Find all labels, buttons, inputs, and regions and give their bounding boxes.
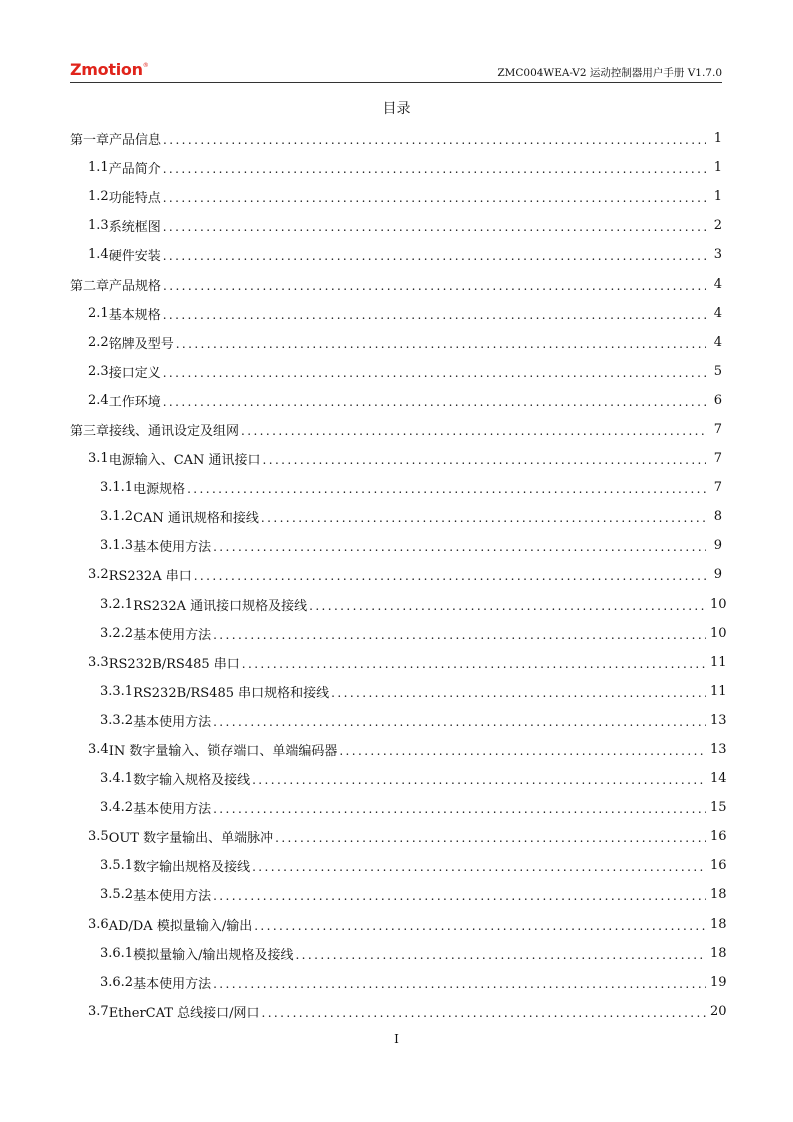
toc-entry[interactable]: [70, 444, 722, 473]
toc-entry-page: 11: [710, 683, 727, 699]
toc-entry-page: 13: [710, 742, 727, 758]
toc-entry-label: 接线、通讯设定及组网: [109, 423, 240, 439]
toc-dot-leader: [194, 569, 706, 582]
toc-entry[interactable]: [70, 153, 722, 182]
toc-entry-label: IN 数字量输入、锁存端口、单端编码器: [108, 744, 338, 760]
toc-dot-leader: [163, 366, 706, 379]
toc-dot-leader: [163, 279, 706, 292]
toc-entry-label: AD/DA 模拟量输入/输出: [108, 918, 253, 934]
toc-entry-label: 基本使用方法: [133, 540, 212, 556]
toc-dot-leader: [163, 220, 706, 233]
toc-entry-label: 产品规格: [109, 278, 162, 294]
toc-entry-label: 电源规格: [133, 482, 186, 498]
toc-entry-label: 工作环境: [108, 394, 161, 410]
toc-dot-leader: [213, 628, 706, 641]
toc-dot-leader: [187, 482, 706, 495]
toc-entry-number: 第一章: [70, 133, 110, 149]
toc-entry-number: 3.1.3: [100, 538, 134, 554]
toc-entry[interactable]: [70, 910, 727, 939]
toc-dot-leader: [261, 511, 706, 524]
toc-entry-number: 3.6.1: [100, 945, 134, 961]
toc-entry-label: 铭牌及型号: [108, 336, 174, 352]
toc-entry-page: 13: [710, 712, 727, 728]
toc-entry-label: RS232A 串口: [108, 569, 192, 585]
toc-entry-page: 4: [713, 334, 722, 350]
toc-entry-label: 产品简介: [108, 162, 161, 178]
toc-entry-number: 3.1: [88, 451, 109, 467]
toc-dot-leader: [339, 744, 706, 757]
toc-dot-leader: [331, 686, 706, 699]
toc-entry-page: 8: [713, 509, 722, 525]
toc-entry[interactable]: [70, 822, 727, 851]
toc-entry-number: 3.2.1: [100, 596, 134, 612]
toc-entry-number: 3.3.2: [100, 712, 134, 728]
toc-entry-page: 18: [710, 887, 727, 903]
toc-dot-leader: [163, 133, 706, 146]
toc-entry-label: 产品信息: [109, 133, 162, 149]
toc-entry-label: 基本使用方法: [133, 889, 212, 905]
toc-dot-leader: [295, 948, 706, 961]
toc-entry[interactable]: [70, 560, 722, 589]
logo-text: Zmotion: [70, 60, 143, 79]
toc-entry-page: 2: [713, 218, 722, 234]
toc-entry-page: 9: [713, 538, 722, 554]
toc-entry-label: 基本使用方法: [133, 627, 212, 643]
toc-dot-leader: [163, 191, 706, 204]
table-of-contents: [70, 124, 727, 1026]
toc-entry-number: 1.4: [88, 247, 109, 263]
toc-entry-label: RS232B/RS485 串口规格和接线: [133, 685, 330, 701]
toc-entry-number: 第三章: [70, 423, 110, 439]
toc-entry-number: 3.5: [88, 829, 109, 845]
toc-entry[interactable]: [70, 269, 722, 298]
toc-dot-leader: [213, 977, 706, 990]
toc-entry-number: 3.6: [88, 916, 109, 932]
toc-entry[interactable]: [70, 764, 727, 793]
toc-entry-number: 3.2: [88, 567, 109, 583]
toc-entry-number: 3.5.2: [100, 887, 134, 903]
toc-entry-page: 19: [710, 974, 727, 990]
toc-dot-leader: [275, 831, 706, 844]
toc-entry-label: 基本使用方法: [133, 976, 212, 992]
toc-entry-number: 3.3.1: [100, 683, 134, 699]
toc-dot-leader: [213, 715, 706, 728]
toc-dot-leader: [176, 337, 706, 350]
toc-entry-label: 硬件安装: [108, 249, 161, 265]
toc-entry[interactable]: [70, 997, 727, 1026]
toc-entry-page: 20: [710, 1003, 727, 1019]
toc-entry-number: 3.1.2: [100, 509, 134, 525]
toc-entry-number: 3.4.2: [100, 800, 134, 816]
document-title: ZMC004WEA-V2 运动控制器用户手册 V1.7.0: [497, 67, 722, 79]
toc-entry-number: 3.3: [88, 654, 109, 670]
toc-dot-leader: [163, 162, 706, 175]
toc-entry[interactable]: [70, 590, 727, 619]
page-header: [70, 58, 722, 83]
toc-entry-label: RS232A 通讯接口规格及接线: [133, 598, 308, 614]
toc-entry[interactable]: [70, 939, 727, 968]
toc-entry-page: 7: [713, 480, 722, 496]
toc-entry-label: 基本使用方法: [133, 714, 212, 730]
toc-entry-page: 14: [710, 771, 727, 787]
toc-entry-page: 7: [713, 421, 722, 437]
toc-entry[interactable]: [70, 473, 722, 502]
toc-entry-label: 数字输入规格及接线: [133, 773, 251, 789]
toc-dot-leader: [163, 308, 706, 321]
toc-entry[interactable]: [70, 328, 722, 357]
toc-entry[interactable]: [70, 531, 722, 560]
toc-entry-page: 4: [713, 305, 722, 321]
toc-entry-number: 第二章: [70, 278, 110, 294]
toc-entry[interactable]: [70, 124, 722, 153]
toc-entry-page: 1: [713, 160, 722, 176]
toc-dot-leader: [252, 860, 706, 873]
zmotion-logo: [70, 60, 148, 79]
toc-entry[interactable]: [70, 240, 722, 269]
toc-entry-page: 16: [710, 829, 727, 845]
toc-entry-label: RS232B/RS485 串口: [108, 656, 240, 672]
toc-entry[interactable]: [70, 968, 727, 997]
toc-dot-leader: [213, 540, 706, 553]
toc-entry-number: 2.3: [88, 363, 109, 379]
toc-entry[interactable]: [70, 880, 727, 909]
toc-entry[interactable]: [70, 648, 727, 677]
toc-entry[interactable]: [70, 793, 727, 822]
toc-entry-label: 电源输入、CAN 通讯接口: [108, 453, 261, 469]
toc-entry-label: 接口定义: [108, 365, 161, 381]
toc-dot-leader: [254, 919, 706, 932]
toc-entry-page: 1: [713, 131, 722, 147]
toc-entry-page: 18: [710, 916, 727, 932]
toc-dot-leader: [241, 424, 706, 437]
toc-entry-label: 模拟量输入/输出规格及接线: [133, 947, 294, 963]
toc-entry-number: 1.1: [88, 160, 109, 176]
toc-entry-number: 3.4: [88, 742, 109, 758]
toc-entry-page: 18: [710, 945, 727, 961]
toc-dot-leader: [252, 773, 706, 786]
toc-entry[interactable]: [70, 502, 722, 531]
toc-entry-page: 4: [713, 276, 722, 292]
page-number: I: [394, 1032, 399, 1046]
toc-entry-label: EtherCAT 总线接口/网口: [108, 1005, 260, 1021]
toc-entry-number: 1.2: [88, 189, 109, 205]
toc-entry-page: 6: [713, 392, 722, 408]
toc-entry-label: 数字输出规格及接线: [133, 860, 251, 876]
toc-entry-number: 3.1.1: [100, 480, 134, 496]
toc-entry-page: 5: [713, 363, 722, 379]
toc-entry-label: 功能特点: [108, 191, 161, 207]
toc-entry-page: 3: [713, 247, 722, 263]
toc-title: 目录: [382, 101, 411, 117]
toc-entry-number: 2.4: [88, 392, 109, 408]
toc-entry[interactable]: [70, 299, 722, 328]
toc-entry-page: 11: [710, 654, 727, 670]
toc-entry[interactable]: [70, 357, 722, 386]
toc-entry[interactable]: [70, 677, 727, 706]
toc-entry-page: 16: [710, 858, 727, 874]
toc-entry-number: 2.1: [88, 305, 109, 321]
toc-entry-number: 3.4.1: [100, 771, 134, 787]
toc-entry-number: 2.2: [88, 334, 109, 350]
toc-dot-leader: [262, 1006, 707, 1019]
toc-entry[interactable]: [70, 415, 722, 444]
toc-entry-label: 基本使用方法: [133, 802, 212, 818]
toc-entry[interactable]: [70, 386, 722, 415]
toc-entry-label: 基本规格: [108, 307, 161, 323]
toc-entry-page: 15: [710, 800, 727, 816]
toc-entry-number: 1.3: [88, 218, 109, 234]
toc-entry-page: 10: [710, 596, 727, 612]
toc-entry-label: 系统框图: [108, 220, 161, 236]
toc-dot-leader: [163, 249, 706, 262]
toc-entry-label: OUT 数字量输出、单端脉冲: [108, 831, 274, 847]
toc-dot-leader: [163, 395, 706, 408]
toc-entry-number: 3.7: [88, 1003, 109, 1019]
toc-dot-leader: [242, 657, 706, 670]
toc-entry-number: 3.5.1: [100, 858, 134, 874]
registered-mark: ®: [142, 62, 149, 69]
toc-entry-number: 3.2.2: [100, 625, 134, 641]
toc-entry[interactable]: [70, 211, 722, 240]
toc-entry-number: 3.6.2: [100, 974, 134, 990]
toc-entry-page: 9: [713, 567, 722, 583]
toc-entry-page: 1: [713, 189, 722, 205]
toc-entry[interactable]: [70, 851, 727, 880]
toc-entry-page: 7: [713, 451, 722, 467]
toc-entry-page: 10: [710, 625, 727, 641]
toc-dot-leader: [309, 599, 706, 612]
toc-entry[interactable]: [70, 735, 727, 764]
toc-dot-leader: [263, 453, 706, 466]
toc-entry-label: CAN 通讯规格和接线: [133, 511, 259, 527]
toc-dot-leader: [213, 802, 706, 815]
toc-entry[interactable]: [70, 182, 722, 211]
toc-entry[interactable]: [70, 619, 727, 648]
toc-dot-leader: [213, 889, 706, 902]
toc-entry[interactable]: [70, 706, 727, 735]
